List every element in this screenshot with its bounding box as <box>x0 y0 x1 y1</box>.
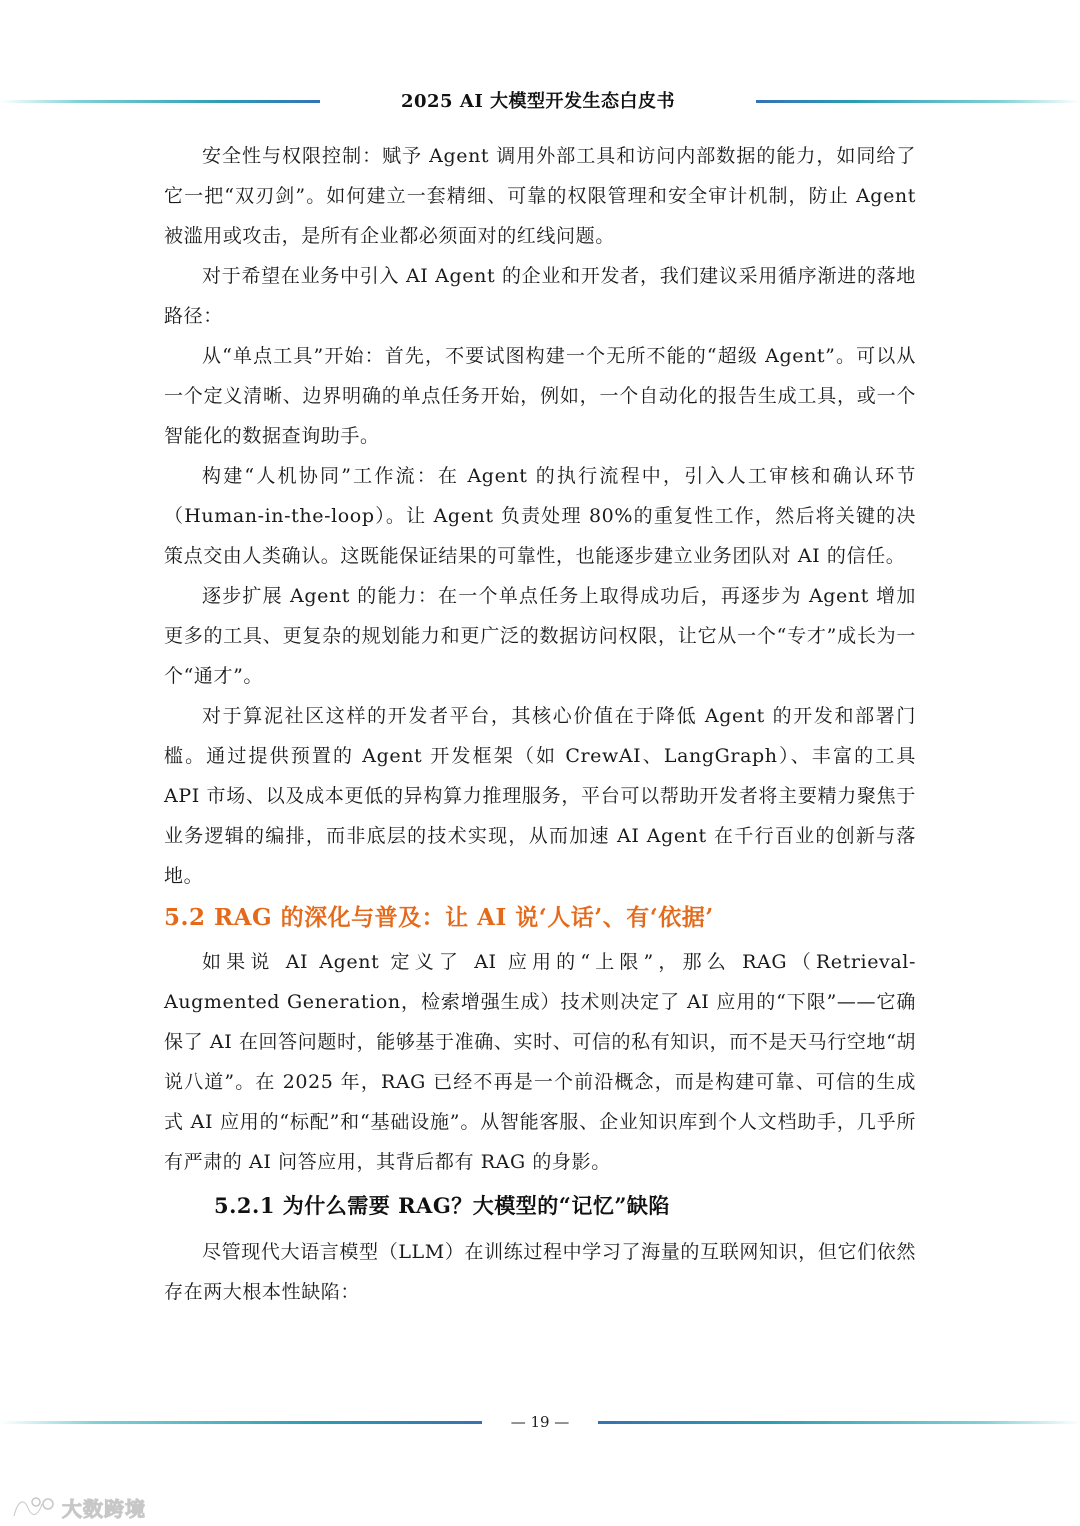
paragraph-single-tool: 从“单点工具”开始：首先，不要试图构建一个无所不能的“超级 Agent”。可以从一个定义清晰、边界明确的单点任务开始，例如，一个自动化的报告生成工具，或一个智能化的数据查询助手。 <box>164 345 916 447</box>
footer-rule-left <box>0 1421 482 1424</box>
section-heading-5-2: 5.2 RAG 的深化与普及：让 AI 说‘人话’、有‘依据’ <box>164 904 714 931</box>
page-header-title: 2025 AI 大模型开发生态白皮书 <box>400 91 675 112</box>
header-rule-right <box>756 100 1080 103</box>
footer-rule-right <box>598 1421 1080 1424</box>
watermark-text: 大数跨境 <box>62 1496 146 1521</box>
paragraph-llm-defects: 尽管现代大语言模型（LLM）在训练过程中学习了海量的互联网知识，但它们依然存在两大根本性缺陷： <box>164 1241 916 1303</box>
paragraph-security: 安全性与权限控制：赋予 Agent 调用外部工具和访问内部数据的能力，如同给了它一把“双刃剑”。如何建立一套精细、可靠的权限管理和安全审计机制，防止 Agent 被滥用或攻击，是所有企业都必须面对的红线问题。 <box>164 145 916 247</box>
watermark <box>10 1490 146 1524</box>
page-body <box>164 136 916 1312</box>
paragraph-human-in-loop: 构建“人机协同”工作流：在 Agent 的执行流程中，引入人工审核和确认环节（Human-in-the-loop）。让 Agent 负责处理 80%的重复性工作，然后将关键的决策点交由人类确认。这既能保证结果的可靠性，也能逐步建立业务团队对 AI 的信任。 <box>164 465 916 567</box>
paragraph-rag-intro: 如果说 AI Agent 定义了 AI 应用的“上限”，那么 RAG（Retrieval-Augmented Generation，检索增强生成）技术则决定了 AI 应用的“下限”——它确保了 AI 在回答问题时，能够基于准确、实时、可信的私有知识，而不是天马行空地“胡说八道”。在 2025 年，RAG 已经不再是一个前沿概念，而是构建可靠、可信的生成式 AI 应用的“标配”和“基础设施”。从智能客服、企业知识库到个人文档助手，几乎所有严肃的 AI 问答应用，其背后都有 RAG 的身影。 <box>164 951 916 1173</box>
watermark-logo-icon <box>10 1494 56 1520</box>
header-rule-left <box>0 100 320 103</box>
paragraph-expand-capability: 逐步扩展 Agent 的能力：在一个单点任务上取得成功后，再逐步为 Agent 增加更多的工具、更复杂的规划能力和更广泛的数据访问权限，让它从一个“专才”成长为一个“通才”。 <box>164 585 916 687</box>
paragraph-platform-value: 对于算泥社区这样的开发者平台，其核心价值在于降低 Agent 的开发和部署门槛。通过提供预置的 Agent 开发框架（如 CrewAI、LangGraph）、丰富的工具 API 市场、以及成本更低的异构算力推理服务，平台可以帮助开发者将主要精力聚焦于业务逻辑的编排，而非底层的技术实现，从而加速 AI Agent 在千行百业的创新与落地。 <box>164 705 916 887</box>
paragraph-adoption-intro: 对于希望在业务中引入 AI Agent 的企业和开发者，我们建议采用循序渐进的落地路径： <box>164 265 916 327</box>
page-number: — 19 — <box>510 1413 570 1431</box>
section-heading-5-2-1: 5.2.1 为什么需要 RAG？大模型的“记忆”缺陷 <box>214 1193 670 1218</box>
